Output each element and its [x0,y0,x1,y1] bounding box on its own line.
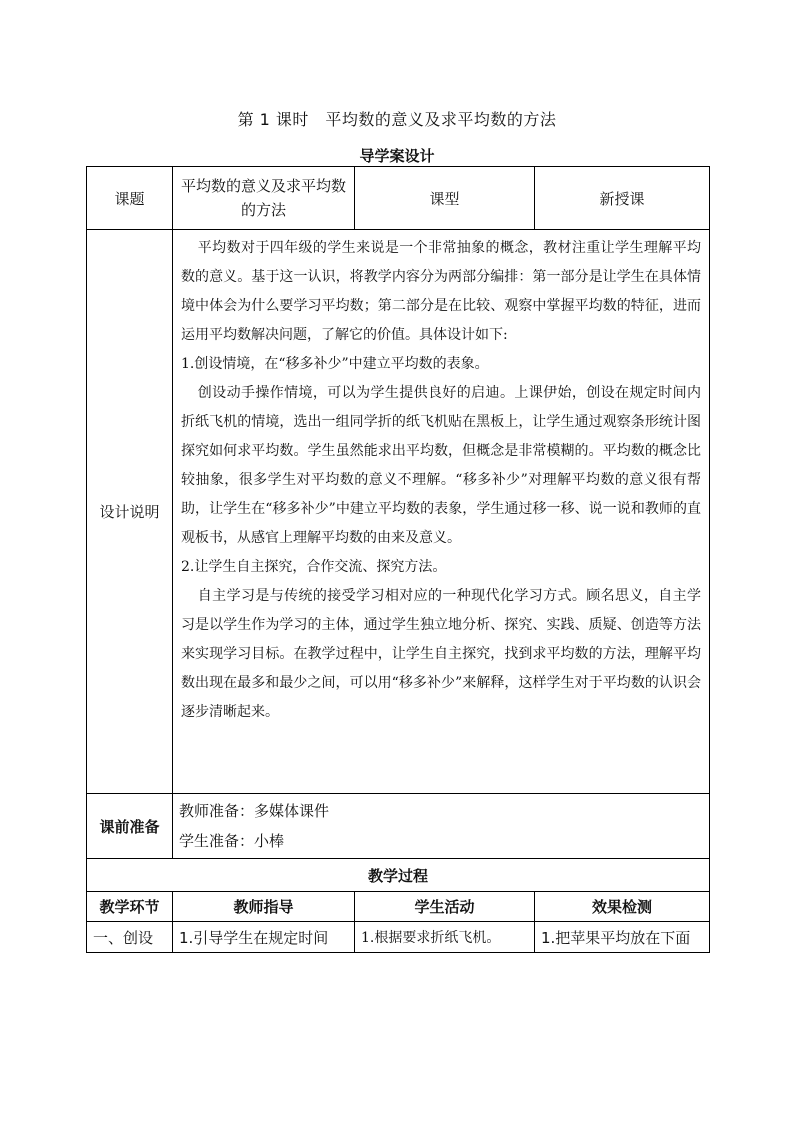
topic-value: 平均数的意义及求平均数的方法 [173,167,355,230]
header-row [87,167,710,230]
process-title: 教学过程 [87,859,710,892]
process-title-row [87,859,710,892]
type-value: 新授课 [535,167,710,230]
design-subheading: 1.创设情境，在“移多补少”中建立平均数的表象。 [181,356,489,372]
design-subheading: 2.让学生自主探究，合作交流、探究方法。 [181,559,447,575]
process-header-row [87,892,710,922]
design-label: 设计说明 [87,230,173,794]
column-header: 学生活动 [355,892,535,922]
design-content [173,230,710,794]
design-paragraph: 平均数对于四年级的学生来说是一个非常抽象的概念，教材注重让学生理解平均数的意义。基于这一认识，将教学内容分为两部分编排：第一部分是让学生在具体情境中体会为什么要学习平均数；第二部分是在比较、观察中掌握平均数的特征，进而运用平均数解决问题，了解它的价值。具体设计如下: [181,240,701,343]
column-header: 教学环节 [87,892,173,922]
process-cell: 1.把苹果平均放在下面 [535,922,710,953]
process-cell: 1.根据要求折纸飞机。 [355,922,535,953]
process-cell: 一、创设 [87,922,173,953]
teacher-prep: 教师准备：多媒体课件 [179,802,330,820]
process-row [87,922,710,953]
lesson-plan-table [86,166,710,953]
process-cell: 1.引导学生在规定时间 [173,922,355,953]
prep-row [87,794,710,859]
design-row [87,230,710,794]
prep-content [173,794,710,859]
page-title: 第 1 课时 平均数的意义及求平均数的方法 [237,110,557,129]
type-label: 课型 [355,167,535,230]
page-subtitle: 导学案设计 [359,147,435,165]
column-header: 教师指导 [173,892,355,922]
student-prep: 学生准备：小棒 [179,832,285,850]
design-paragraph: 自主学习是与传统的接受学习相对应的一种现代化学习方式。顾名思义，自主学习是以学生作为学习的主体，通过学生独立地分析、探究、实践、质疑、创造等方法来实现学习目标。在教学过程中，让学生自主探究，找到求平均数的方法，理解平均数出现在最多和最少之间，可以用“移多补少”来解释，这样学生对于平均数的认识会逐步清晰起来。 [181,588,701,720]
column-header: 效果检测 [535,892,710,922]
topic-label: 课题 [87,167,173,230]
design-paragraph: 创设动手操作情境，可以为学生提供良好的启迪。上课伊始，创设在规定时间内折纸飞机的情境，选出一组同学折的纸飞机贴在黑板上，让学生通过观察条形统计图探究如何求平均数。学生虽然能求出平均数，但概念是非常模糊的。平均数的概念比较抽象，很多学生对平均数的意义不理解。“移多补少”对理解平均数的意义很有帮助，让学生在“移多补少”中建立平均数的表象，学生通过移一移、说一说和教师的直观板书，从感官上理解平均数的由来及意义。 [181,385,701,546]
prep-label: 课前准备 [87,794,173,859]
